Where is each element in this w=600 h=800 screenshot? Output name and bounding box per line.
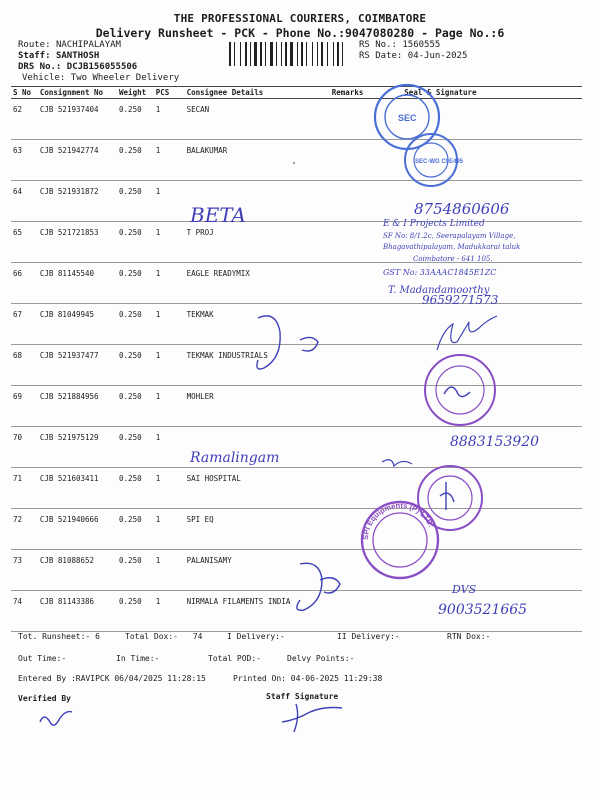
table-row [11,304,582,345]
table-row [11,509,582,550]
cell-consignment-no: CJB 521721853 [38,222,117,263]
stamp-1-text: SEC [398,113,417,123]
hw-name-2: Ramalingam [190,450,280,466]
drs-label: DRS No.: [18,62,62,72]
staff-value: SANTHOSH [55,51,100,61]
drs-value: DCJB156055506 [66,62,138,72]
signature-verified [40,712,72,726]
cell-signature [384,345,582,386]
cell-consignment-no: CJB 81049945 [38,304,117,345]
cell-pcs: 1 [154,345,185,386]
vehicle-label: Vehicle: [22,73,66,83]
col-sno: S No [11,87,38,99]
cell-remarks [330,468,385,509]
cell-signature [384,99,582,140]
cell-sno: 65 [11,222,38,263]
table-header-row [11,87,582,99]
cell-pcs: 1 [154,509,185,550]
cell-consignee: EAGLE READYMIX [185,263,330,304]
cell-sno: 64 [11,181,38,222]
cell-pcs: 1 [154,468,185,509]
cell-remarks [330,99,385,140]
cell-sno: 71 [11,468,38,509]
hw-beta: BETA [190,203,246,227]
cell-weight: 0.250 [117,550,154,591]
cell-signature [384,140,582,181]
cell-weight: 0.250 [117,222,154,263]
cell-signature [384,468,582,509]
cell-remarks [330,222,385,263]
cell-remarks [330,386,385,427]
total-dox-label: Total Dox:- [125,632,178,641]
runsheet-table [11,86,582,632]
cell-sno: 63 [11,140,38,181]
cell-remarks [330,140,385,181]
cell-consignment-no: CJB 81088652 [38,550,117,591]
cell-signature [384,386,582,427]
hw-phone-3: 8883153920 [450,434,540,450]
company-title: THE PROFESSIONAL COURIERS, COIMBATORE [173,12,427,25]
cell-consignee: MOHLER [185,386,330,427]
total-dox-value: 74 [192,632,203,641]
total-dox [125,632,202,641]
ii-delivery-label: II Delivery:- [337,632,400,641]
out-time-label: Out Time:- [18,654,67,663]
cell-weight: 0.250 [117,263,154,304]
drs-field [18,62,137,72]
tot-runsheet-label: Tot. Runsheet:- [18,632,91,641]
rtn-dox-label: RTN Dox:- [447,632,491,641]
cell-sno: 69 [11,386,38,427]
staff-signature-label: Staff Signature [266,692,339,701]
hw-company-line-4: Coimbatore - 641 105. [413,255,493,263]
cell-consignment-no: CJB 81145540 [38,263,117,304]
cell-weight: 0.250 [117,345,154,386]
signature-staff [282,704,342,732]
runsheet-subtitle: Delivery Runsheet - PCK - Phone No.:9047080280 - Page No.:6 [95,26,505,40]
delvy-points-label: Delvy Points:- [287,654,355,663]
cell-pcs: 1 [154,304,185,345]
cell-signature [384,263,582,304]
cell-sno: 68 [11,345,38,386]
table-row [11,263,582,304]
cell-signature [384,222,582,263]
route-label: Route: [18,40,51,50]
cell-pcs: 1 [154,591,185,632]
staff-field [18,51,99,61]
entered-by: Entered By :RAVIPCK 06/04/2025 11:28:15 [18,674,206,683]
cell-sno: 73 [11,550,38,591]
table-row [11,345,582,386]
table-row [11,222,582,263]
cell-pcs: 1 [154,181,185,222]
cell-consignee: BALAKUMAR [185,140,330,181]
cell-signature [384,181,582,222]
cell-signature [384,550,582,591]
hw-phone-1: 8754860606 [414,200,510,218]
cell-weight: 0.250 [117,140,154,181]
cell-consignment-no: CJB 521937477 [38,345,117,386]
printed-on: Printed On: 04-06-2025 11:29:38 [233,674,383,683]
hw-company-line-2: SF No: 8/1.2c, Seerapalayam Village, [383,232,516,240]
drs-barcode [229,42,351,66]
cell-pcs: 1 [154,427,185,468]
stamp-2-text: SEC-WG C9E495 [415,159,464,165]
cell-weight: 0.250 [117,427,154,468]
cell-consignee [185,181,330,222]
cell-consignment-no: CJB 521940666 [38,509,117,550]
verified-by-label: Verified By [18,694,71,703]
rs-date-label: RS Date: [359,51,403,61]
hw-name-1: T. Madandamoorthy [388,285,490,296]
cell-consignee: TEKMAK INDUSTRIALS [185,345,330,386]
cell-sno: 62 [11,99,38,140]
cell-remarks [330,304,385,345]
cell-weight: 0.250 [117,386,154,427]
cell-consignment-no: CJB 521942774 [38,140,117,181]
cell-consignee [185,427,330,468]
cell-consignment-no: CJB 81143386 [38,591,117,632]
vehicle-value: Two Wheeler Delivery [70,73,180,83]
cell-pcs: 1 [154,222,185,263]
cell-consignment-no: CJB 521603411 [38,468,117,509]
hw-dvs: DVS [452,583,477,596]
cell-weight: 0.250 [117,591,154,632]
table-row [11,468,582,509]
staff-label: Staff: [18,51,51,61]
cell-weight: 0.250 [117,304,154,345]
hw-phone-4: 9003521665 [438,602,528,618]
cell-signature [384,304,582,345]
cell-remarks [330,509,385,550]
cell-consignee: TEKMAK [185,304,330,345]
col-seal-signature: Seal & Signature [384,87,582,99]
cell-remarks [330,427,385,468]
cell-remarks [330,591,385,632]
cell-consignee: T PROJ [185,222,330,263]
vehicle-field [22,73,179,83]
cell-weight: 0.250 [117,181,154,222]
cell-consignment-no: CJB 521937404 [38,99,117,140]
col-consignee: Consignee Details [185,87,330,99]
cell-consignee: NIRMALA FILAMENTS INDIA [185,591,330,632]
rs-no-field [359,40,440,50]
col-consignment: Consignment No [38,87,117,99]
cell-consignee: PALANISAMY [185,550,330,591]
cell-weight: 0.250 [117,99,154,140]
cell-remarks [330,263,385,304]
cell-sno: 72 [11,509,38,550]
hw-company-line-5: GST No: 33AAAC1845E1ZC [383,268,497,277]
cell-pcs: 1 [154,550,185,591]
hw-phone-2: 9659271573 [422,293,499,307]
cell-remarks [330,345,385,386]
stamp-4-ring-text: SPI Equipments (P) LTD. [360,500,436,541]
cell-sno: 67 [11,304,38,345]
col-remarks: Remarks [330,87,385,99]
hw-company-line-1: E & I Projects Limited [383,219,485,229]
rs-date-field [359,51,467,61]
hw-company-line-3: Bhagavathipalayam, Madukkarai taluk [383,243,521,251]
table-row [11,181,582,222]
cell-sno: 74 [11,591,38,632]
col-weight: Weight [117,87,154,99]
table-row [11,99,582,140]
table-row [11,427,582,468]
cell-sno: 66 [11,263,38,304]
tot-runsheet [18,632,100,641]
cell-remarks [330,550,385,591]
table-row [11,550,582,591]
cell-consignment-no: CJB 521931872 [38,181,117,222]
cell-consignment-no: CJB 521975129 [38,427,117,468]
i-delivery-label: I Delivery:- [227,632,285,641]
route-value: NACHIPALAYAM [55,40,121,50]
tot-runsheet-value: 6 [95,632,100,641]
cell-consignee: SAI HOSPITAL [185,468,330,509]
cell-remarks [330,181,385,222]
col-pcs: PCS [154,87,185,99]
cell-weight: 0.250 [117,468,154,509]
route-field [18,40,121,50]
cell-weight: 0.250 [117,509,154,550]
table-row [11,386,582,427]
rs-no-label: RS No.: [359,40,397,50]
table-row [11,140,582,181]
cell-signature [384,509,582,550]
cell-pcs: 1 [154,140,185,181]
rs-no-value: 1560555 [402,40,441,50]
cell-signature [384,427,582,468]
cell-consignee: SECAN [185,99,330,140]
cell-consignee: SPI EQ [185,509,330,550]
cell-consignment-no: CJB 521884956 [38,386,117,427]
cell-pcs: 1 [154,386,185,427]
rs-date-value: 04-Jun-2025 [407,51,468,61]
total-pod-label: Total POD:- [208,654,261,663]
cell-signature [384,591,582,632]
table-row [11,591,582,632]
cell-sno: 70 [11,427,38,468]
cell-pcs: 1 [154,263,185,304]
in-time-label: In Time:- [116,654,160,663]
cell-pcs: 1 [154,99,185,140]
